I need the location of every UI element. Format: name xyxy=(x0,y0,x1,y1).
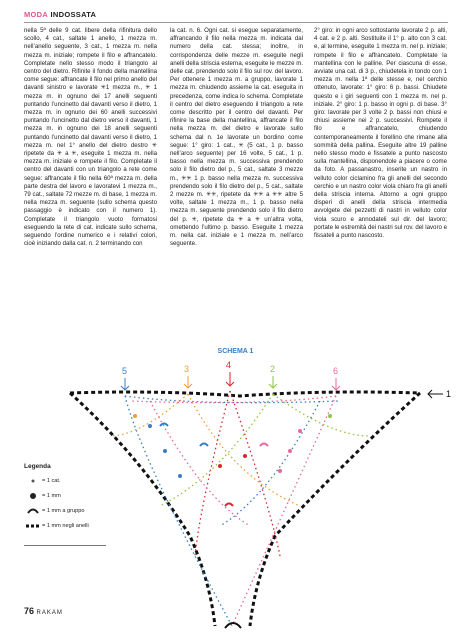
arrow-3 xyxy=(184,376,192,388)
section-header xyxy=(24,10,96,19)
magazine-brand: RAKAM xyxy=(36,610,63,616)
chain-blue-3 xyxy=(220,401,320,526)
dashed-line-icon xyxy=(24,523,42,529)
arrow-6 xyxy=(332,378,340,390)
right-edge xyxy=(250,393,420,626)
section-label: MODA xyxy=(24,10,49,19)
chain-blue-2 xyxy=(125,396,340,403)
schema-number-4: 4 xyxy=(226,360,232,370)
arrow-5 xyxy=(121,378,129,390)
legend-label: = 1 cat. xyxy=(42,477,61,484)
schema-number-2: 2 xyxy=(270,364,276,374)
text-column-3 xyxy=(314,27,447,240)
chain-green xyxy=(160,394,273,506)
legend-label: = 1 mm negli anelli xyxy=(42,522,89,529)
schema-title: SCHEMA 1 xyxy=(217,348,254,355)
schema-number-6: 6 xyxy=(333,366,339,376)
arrow-4 xyxy=(226,372,234,386)
dot-icon xyxy=(24,478,42,484)
legend-item-group xyxy=(24,503,104,518)
chain-pink-3 xyxy=(150,401,250,526)
outer-boundary xyxy=(70,392,420,396)
section-title: INDOSSATA xyxy=(50,10,97,19)
bottom-loop xyxy=(225,623,241,628)
chain-blue xyxy=(125,396,232,626)
header-divider xyxy=(24,22,448,23)
filled-dot-icon xyxy=(24,492,42,500)
legend-label: = 1 mm xyxy=(42,492,61,499)
arrow-2 xyxy=(269,376,277,388)
chain-red xyxy=(195,391,230,556)
column-text: 2° giro: in ogni arco sottostante lavorate 2 p. alti, 4 cat. e 2 p. alti. Sostituite il 1° p. alto con 3 cat. e, al termine, eseguite 1 mezza m. nel p. iniziale; rompete il filo e affrancatelo. Completate la mantellina con le palline. Per ciascuna di esse, avviate una cat. di 3 p., chiudetela in tondo con 1 mezza m. nella 1ª delle stesse e, nel cerchio ottenuto, lavorate: 1° giro: 6 p. bassi. Chiudete questo e i giri seguenti con 1 mezza m. nel p. iniziale. 2° giro: 1 p. basso in ogni p. di base. 3° giro: lavorate per 3 volte 2 p. bassi non chiusi e chiusi assieme nei 2 p. successivi. Rompete il filo e affrancatelo, chiudendo contemporaneamente il forellino che rimane alla sommità della pallina. Eseguite altre 19 palline nello stesso modo e fissatele a punto nascosto sulla mantellina, disponendole a piacere o come da foto. A passanastro, inserite un nastro in velluto color ciclamino fra gli anelli del secondo cerchio e un nastro color viola chiaro fra gli anelli della striscia interna. Attorno a ogni gruppo disperi di anelli della striscia intermedia avvolgete dei pezzetti di nastri in velluto color viola scuro e annodateli sul dir. del lavoro; portate le estremità dei nastri sul rov. del lavoro e fissateli a punto nascosto. xyxy=(314,27,447,240)
column-text: nella 5ª delle 9 cat. libere della rifinitura dello scollo, 4 cat., saltate 1 anello, 1 mezza m. nell’anello seguente, 3 cat., 1 mezza m. nella mezza m. iniziale; rompete il filo e affrancatelo. Completate nello stesso modo il triangolo al centro del dietro. Rifinite il fondo della mantellina come segue: affrancate il filo nel primo anello del davanti sinistro e lavorate ✳1 mezza m., ✳ 1 mezza m. in ognuno dei 17 anelli seguenti puntando l’uncinetto dal davanti verso il dietro, 1 mezza m. in ognuno dei 60 anelli successivi puntando l’uncinetto dal dietro verso il davanti, 1 mezza m. in ognuno dei 18 anelli seguenti puntando l’uncinetto dal davanti verso il dietro, 1 mezza m. nel 1° anello del dietro destro ✳ ripetete da ✳ a ✳, eseguite 1 mezza m. nella mezza m. iniziale e rompete il filo. Completate il centro del davanti con un triangolo a rete come segue: affrancate il filo nella 60ª mezza m. della parte destra del lavoro e lavoratevi 1 mezza m., 79 cat., saltate 72 mezze m. di base, 1 mezza m. nella mezza m. seguente (sullo schema questo passaggio è indicato con il numero 1). Completate il triangolo vuoto formatosi eseguendo la rete di cat. indicate sullo schema, seguendo l’ordine numerico e i relativi colori, cioè iniziando dalla cat. n. 2 terminando con xyxy=(24,27,157,248)
arc-icon xyxy=(24,507,42,515)
footer xyxy=(24,606,63,616)
text-column-1 xyxy=(24,27,157,248)
schema-number-5: 5 xyxy=(122,366,128,376)
text-column-2 xyxy=(170,27,303,248)
legend-divider xyxy=(24,545,106,546)
chain-red-2 xyxy=(230,391,280,556)
page-number: 76 xyxy=(24,606,35,616)
legend-title: Legenda xyxy=(24,463,51,470)
legend-item-rings xyxy=(24,518,104,533)
arrow-1 xyxy=(428,390,443,398)
chain-orange-2 xyxy=(110,394,188,436)
legend-item-cat xyxy=(24,473,104,488)
chain-orange xyxy=(188,394,300,506)
schema-number-1: 1 xyxy=(446,389,452,399)
legend-item-mm xyxy=(24,488,104,503)
column-text: la cat. n. 6. Ogni cat. si esegue separatamente, affrancando il filo nella mezza m. indicata dal numero della cat. stessa; inoltre, in corrispondenza delle mezze m. eseguite negli anelli della striscia esterna, eseguite le mezze m. delle cat. prendendo solo il filo sul rov. del lavoro. Per ottenere 1 mezza m. a gruppo, lavorate 1 mezza m. chiudendo assieme la cat. eseguita in precedenza, come indica lo schema. Completate il centro del dietro eseguendo il triangolo a rete come descritto per il centro del davanti. Per rifinire la base della mantellina, affrancate il filo nella mezza m. del dietro e lavorate sullo schema dal n. 1e lavorate un bordino come segue: 1° giro: 1 cat., ✳ (5 cat., 1 p. basso nell’arco seguente) per 16 volte, 5 cat., 1 p. basso nella mezza m. successiva prendendo solo il filo dietro del p., 5 cat., saltate 3 mezze m., ✳✳ 1 p. basso nella mezza m. successiva prendendo solo il filo dietro del p., 5 cat., saltate 2 mezze m. ✳✳, ripetete da ✳✳ a ✳✳ altre 5 volte, saltate 1 mezza m., 1 p. basso nella mezza m. seguente prendendo solo il filo dietro del p. ✳, ripetete da ✳ a ✳ un’altra volta, omettendo l’ultimo p. basso. Eseguite 1 mezza m. nella cat. iniziale e 1 mezza m. nell’arco seguente. xyxy=(170,27,303,248)
legend-label: = 1 mm a gruppo xyxy=(42,507,85,514)
legend xyxy=(24,463,104,533)
chain-pink xyxy=(232,396,336,626)
schema-number-3: 3 xyxy=(184,364,190,374)
